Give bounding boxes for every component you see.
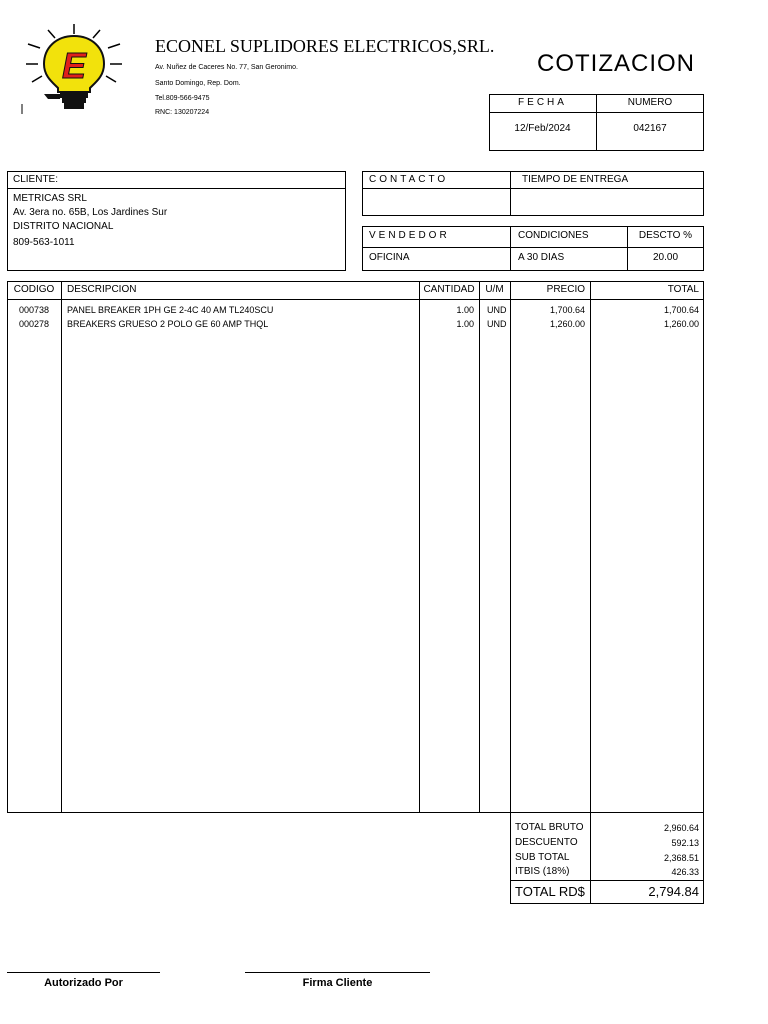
table-row-codigo: 000278 xyxy=(18,319,50,329)
numero-label: NUMERO xyxy=(627,97,673,108)
table-row-cantidad: 1.00 xyxy=(456,319,474,329)
company-city: Santo Domingo, Rep. Dom. xyxy=(155,80,241,87)
cliente-signature-line xyxy=(245,972,430,973)
table-row-descripcion: BREAKERS GRUESO 2 POLO GE 60 AMP THQL xyxy=(67,319,269,329)
company-rnc: RNC: 130207224 xyxy=(155,109,210,116)
table-row-cantidad: 1.00 xyxy=(456,305,474,315)
numero-value: 042167 xyxy=(633,123,667,134)
logo-letter: E xyxy=(61,45,87,86)
autorizado-signature-line xyxy=(7,972,160,973)
total-bruto-label: TOTAL BRUTO xyxy=(515,822,584,833)
grand-total-value: 2,794.84 xyxy=(648,884,699,899)
col-um: U/M xyxy=(485,284,504,295)
lightbulb-logo-icon xyxy=(18,22,134,118)
descuento-label: DESCUENTO xyxy=(515,837,578,848)
document-title: COTIZACION xyxy=(537,50,695,77)
fecha-label: FECHA xyxy=(518,97,567,108)
client-name: METRICAS SRL xyxy=(13,193,87,204)
contacto-label: CONTACTO xyxy=(369,174,449,185)
total-bruto-value: 2,960.64 xyxy=(663,823,699,833)
descto-value: 20.00 xyxy=(652,252,679,263)
descto-label: DESCTO % xyxy=(638,230,693,241)
table-row-precio: 1,260.00 xyxy=(549,319,585,329)
fecha-value: 12/Feb/2024 xyxy=(514,123,571,134)
client-address: Av. 3era no. 65B, Los Jardines Sur xyxy=(13,207,168,218)
table-row-total: 1,700.64 xyxy=(663,305,699,315)
company-phone: Tel.809-566-9475 xyxy=(155,95,210,102)
table-row-um: UND xyxy=(487,319,507,329)
condiciones-label: CONDICIONES xyxy=(518,230,589,241)
condiciones-value: A 30 DIAS xyxy=(518,252,565,263)
tiempo-entrega-label: TIEMPO DE ENTREGA xyxy=(522,174,629,185)
vendedor-label: VENDEDOR xyxy=(369,230,450,241)
col-cantidad: CANTIDAD xyxy=(423,284,475,295)
company-logo xyxy=(18,22,134,118)
itbis-label: ITBIS (18%) xyxy=(515,866,570,877)
col-precio: PRECIO xyxy=(546,284,585,295)
table-row-um: UND xyxy=(487,305,507,315)
client-city: DISTRITO NACIONAL xyxy=(13,221,114,232)
col-codigo: CODIGO xyxy=(13,284,55,295)
items-table xyxy=(7,281,704,813)
client-label: CLIENTE: xyxy=(13,174,59,185)
sub-total-label: SUB TOTAL xyxy=(515,852,570,863)
table-row-total: 1,260.00 xyxy=(663,319,699,329)
descuento-value: 592.13 xyxy=(671,838,699,848)
col-total: TOTAL xyxy=(667,284,699,295)
table-row-codigo: 000738 xyxy=(18,305,50,315)
grand-total-label: TOTAL RD$ xyxy=(515,884,585,899)
table-row-precio: 1,700.64 xyxy=(549,305,585,315)
client-phone: 809-563-1011 xyxy=(13,237,75,248)
sub-total-value: 2,368.51 xyxy=(663,853,699,863)
autorizado-label: Autorizado Por xyxy=(44,977,123,989)
company-address: Av. Nuñez de Caceres No. 77, San Geronimo. xyxy=(155,64,298,71)
table-row-descripcion: PANEL BREAKER 1PH GE 2-4C 40 AM TL240SCU xyxy=(67,305,274,315)
itbis-value: 426.33 xyxy=(671,867,699,877)
company-name: ECONEL SUPLIDORES ELECTRICOS,SRL. xyxy=(155,36,495,56)
col-descripcion: DESCRIPCION xyxy=(67,284,137,295)
vendedor-value: OFICINA xyxy=(369,252,410,263)
firma-cliente-label: Firma Cliente xyxy=(302,977,373,989)
